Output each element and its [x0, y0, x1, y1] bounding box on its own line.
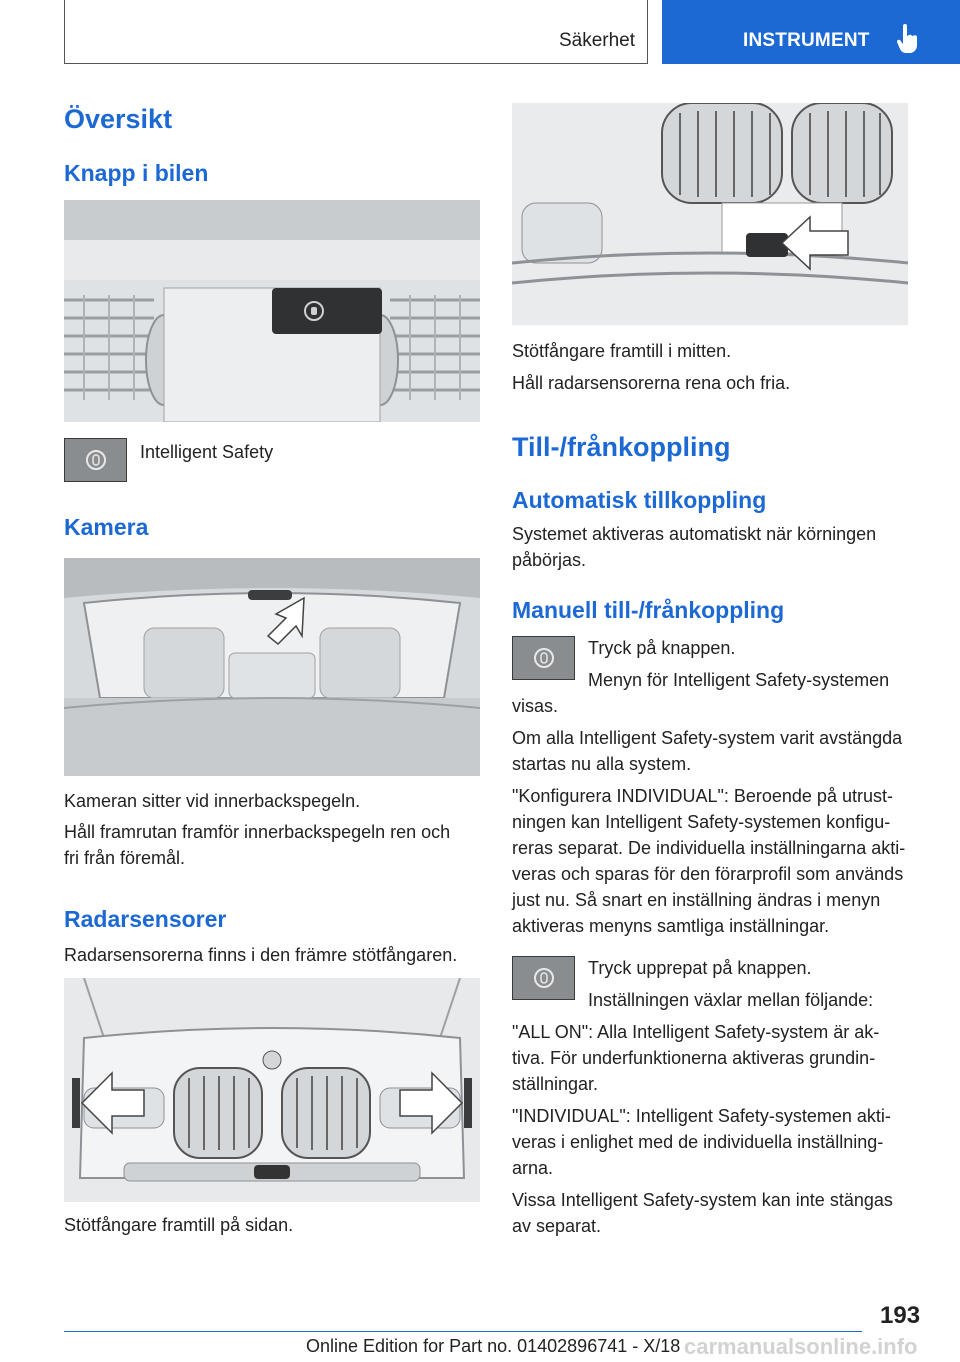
camera-text-keep-clean-line2: fri från föremål. — [64, 848, 186, 868]
heading-radar-sensors: Radarsensorer — [64, 906, 227, 932]
intelligent-safety-label: Intelligent Safety — [140, 442, 274, 462]
individual-line2: veras i enlighet med de individuella inställning- — [512, 1132, 884, 1152]
front-bumper-center-image — [512, 103, 908, 325]
watermark: carmanualsonline.info — [684, 1334, 918, 1359]
all-on-line1: "ALL ON": Alla Intelligent Safety-system är ak- — [512, 1022, 880, 1042]
config-line5: just nu. Så snart en inställning ändras i menyn — [512, 890, 881, 910]
toggle-text: Inställningen växlar mellan följande: — [588, 990, 874, 1010]
menu-shown-line2: visas. — [512, 696, 559, 716]
camera-text-location: Kameran sitter vid innerbackspegeln. — [64, 791, 361, 811]
press-button-text: Tryck på knappen. — [588, 638, 736, 658]
page-title-overview: Översikt — [64, 104, 173, 134]
auto-text-line2: påbörjas. — [512, 550, 587, 570]
heading-camera: Kamera — [64, 514, 149, 540]
auto-text-line1: Systemet aktiveras automatiskt när körningen — [512, 524, 877, 544]
config-line6: aktiveras menyns samtliga inställningar. — [512, 916, 830, 936]
heading-button-in-car: Knapp i bilen — [64, 160, 209, 186]
footer-divider — [64, 1331, 862, 1332]
individual-line1: "INDIVIDUAL": Intelligent Safety-systemen akti- — [512, 1106, 891, 1126]
intelligent-safety-button-icon-3 — [512, 956, 575, 1000]
footer-edition: Online Edition for Part no. 01402896741 - X/18 — [306, 1336, 681, 1356]
all-on-line2: tiva. För underfunktionerna aktiveras grundin- — [512, 1048, 876, 1068]
config-line4: veras och sparas för den förarprofil som används — [512, 864, 904, 884]
config-line1: "Konfigurera INDIVIDUAL": Beroende på utrust- — [512, 786, 893, 806]
header-section-label: Säkerhet — [558, 30, 635, 51]
individual-line3: arna. — [512, 1158, 554, 1178]
camera-interior-image — [64, 558, 480, 776]
menu-shown-line1: Menyn för Intelligent Safety-systemen — [588, 670, 890, 690]
intelligent-safety-button-icon-2 — [512, 636, 575, 680]
some-systems-line2: av separat. — [512, 1216, 602, 1236]
heading-manual-on-off: Manuell till-/frånkoppling — [512, 597, 785, 623]
some-systems-line1: Vissa Intelligent Safety-system kan inte stängas — [512, 1190, 893, 1210]
caption-bumper-side: Stötfångare framtill på sidan. — [64, 1215, 294, 1235]
dashboard-button-image — [64, 200, 480, 422]
all-off-line1: Om alla Intelligent Safety-system varit avstängda — [512, 728, 903, 748]
intelligent-safety-button-icon — [64, 438, 127, 482]
pointing-hand-icon — [896, 24, 918, 54]
caption-bumper-center: Stötfångare framtill i mitten. — [512, 341, 732, 361]
section-title-on-off: Till-/frånkoppling — [512, 432, 731, 462]
press-repeat-text: Tryck upprepat på knappen. — [588, 958, 812, 978]
front-bumper-side-image — [64, 978, 480, 1202]
all-on-line3: ställningar. — [512, 1074, 599, 1094]
radar-keep-clean-text: Håll radarsensorerna rena och fria. — [512, 373, 791, 393]
page-number: 193 — [880, 1302, 921, 1329]
header-section-tab — [64, 0, 648, 64]
all-off-line2: startas nu alla system. — [512, 754, 692, 774]
heading-automatic-activation: Automatisk tillkoppling — [512, 487, 767, 513]
camera-text-keep-clean-line1: Håll framrutan framför innerbackspegeln ren och — [64, 822, 451, 842]
config-line3: reras separat. De individuella inställningarna akti- — [512, 838, 906, 858]
header-chapter-label: INSTRUMENT — [743, 30, 870, 51]
radar-text-location: Radarsensorerna finns i den främre stötfångaren. — [64, 945, 458, 965]
header-chapter-tab — [662, 0, 960, 64]
config-line2: ningen kan Intelligent Safety-systemen konfigu- — [512, 812, 891, 832]
